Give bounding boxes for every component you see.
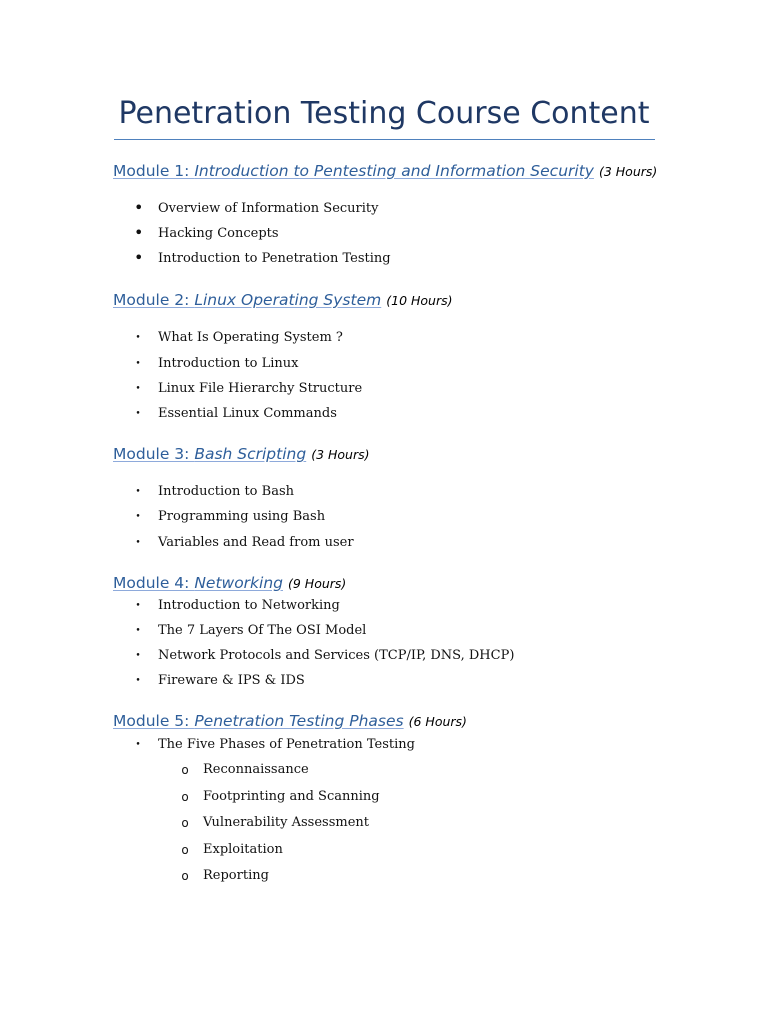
module-3-name: Bash Scripting	[194, 445, 307, 463]
module-4-item-3: Network Protocols and Services (TCP/IP, DNS, DHCP)	[158, 648, 515, 663]
module-5-subitem-3: Vulnerability Assessment	[203, 815, 369, 830]
module-2-item-1: What Is Operating System ?	[158, 330, 343, 345]
module-1-heading	[113, 160, 657, 183]
sub-bullet-icon: o	[181, 790, 189, 804]
bullet-icon: •	[135, 626, 141, 636]
module-2-heading	[113, 289, 453, 312]
bullet-icon: •	[135, 384, 141, 394]
module-3-prefix: Module 3:	[113, 445, 195, 463]
module-4-item-4: Fireware & IPS & IDS	[158, 673, 305, 688]
sub-bullet-icon: o	[181, 763, 189, 777]
bullet-icon: •	[135, 538, 141, 548]
module-5-subitem-5: Reporting	[203, 868, 269, 883]
module-5-prefix: Module 5:	[113, 712, 195, 730]
module-5-subitem-1: Reconnaissance	[203, 762, 309, 777]
sub-bullet-icon: o	[181, 869, 189, 883]
bullet-icon: •	[135, 676, 141, 686]
module-1-hours: (3 Hours)	[598, 164, 658, 179]
bullet-icon: •	[135, 333, 141, 343]
module-4-item-2: The 7 Layers Of The OSI Model	[158, 623, 367, 638]
module-1-title	[113, 162, 594, 180]
module-5-heading	[113, 710, 467, 733]
module-5-item-1: The Five Phases of Penetration Testing	[158, 737, 415, 752]
module-3-item-2: Programming using Bash	[158, 509, 326, 524]
module-2-prefix: Module 2:	[113, 291, 195, 309]
module-5-subitem-2: Footprinting and Scanning	[203, 789, 380, 804]
sub-bullet-icon: o	[181, 816, 189, 830]
bullet-icon: •	[134, 198, 144, 217]
module-3-hours: (3 Hours)	[311, 447, 370, 462]
module-2-item-4: Essential Linux Commands	[158, 406, 337, 421]
title-underline-rule	[114, 139, 655, 140]
module-5-title	[113, 712, 404, 730]
module-2-title	[113, 291, 381, 309]
bullet-icon: •	[135, 409, 141, 419]
module-5-name: Penetration Testing Phases	[194, 712, 404, 730]
module-4-heading	[113, 572, 346, 595]
module-3-heading	[113, 443, 370, 466]
module-4-hours: (9 Hours)	[288, 576, 347, 591]
module-2-name: Linux Operating System	[194, 291, 382, 309]
bullet-icon: •	[135, 651, 141, 661]
module-3-item-3: Variables and Read from user	[158, 535, 354, 550]
module-2-item-2: Introduction to Linux	[158, 356, 299, 371]
bullet-icon: •	[134, 223, 144, 242]
bullet-icon: •	[135, 512, 141, 522]
module-4-prefix: Module 4:	[113, 574, 195, 592]
module-2-hours: (10 Hours)	[386, 293, 453, 308]
module-5-subitem-4: Exploitation	[203, 842, 283, 857]
module-5-hours: (6 Hours)	[408, 714, 467, 729]
module-1-item-1: Overview of Information Security	[158, 201, 379, 216]
page-title: Penetration Testing Course Content	[118, 96, 650, 131]
module-4-item-1: Introduction to Networking	[158, 598, 340, 613]
bullet-icon: •	[134, 248, 144, 267]
sub-bullet-icon: o	[181, 843, 189, 857]
module-3-title	[113, 445, 306, 463]
module-4-title	[113, 574, 283, 592]
module-3-item-1: Introduction to Bash	[158, 484, 294, 499]
module-2-item-3: Linux File Hierarchy Structure	[158, 381, 363, 396]
bullet-icon: •	[135, 359, 141, 369]
module-1-item-2: Hacking Concepts	[158, 226, 279, 241]
module-1-prefix: Module 1:	[113, 162, 195, 180]
bullet-icon: •	[135, 740, 141, 750]
module-1-name: Introduction to Pentesting and Information Security	[194, 162, 594, 180]
module-1-item-3: Introduction to Penetration Testing	[158, 251, 391, 266]
bullet-icon: •	[135, 487, 141, 497]
module-4-name: Networking	[194, 574, 283, 592]
bullet-icon: •	[135, 601, 141, 611]
